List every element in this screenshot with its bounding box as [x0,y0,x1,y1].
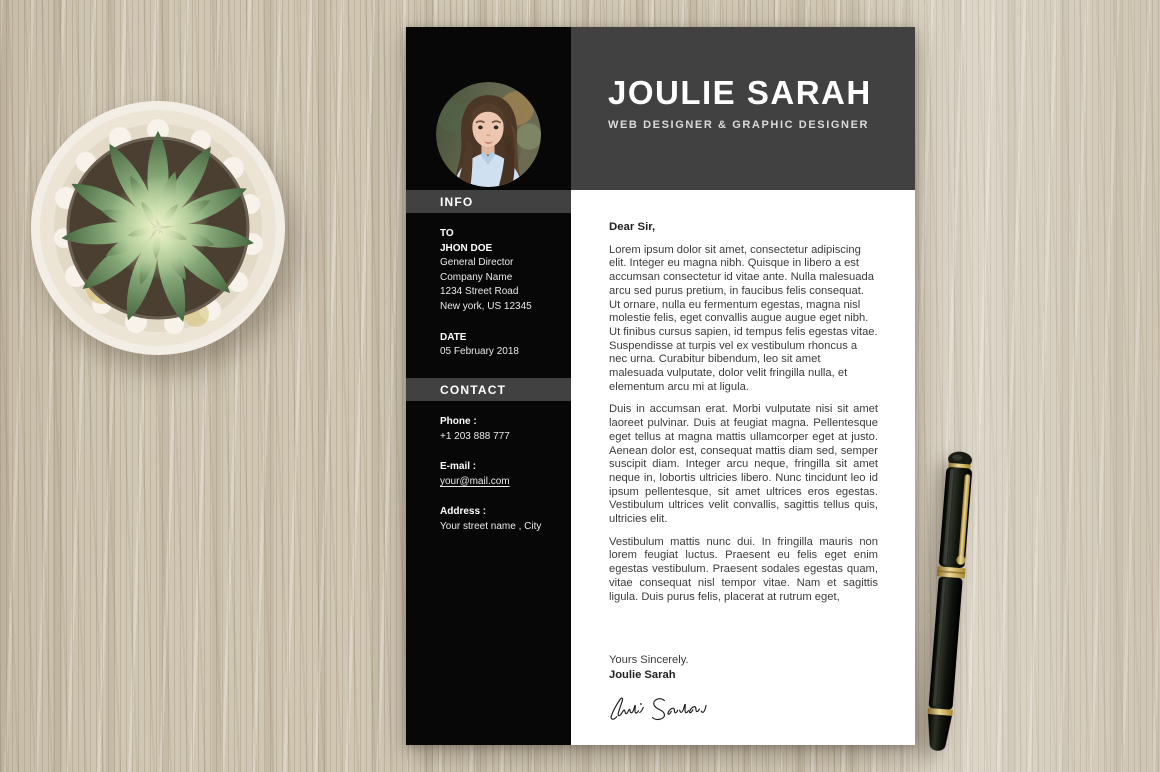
cover-letter-document [406,27,915,745]
handwritten-signature [609,692,709,726]
address-label: Address : [440,506,487,518]
recipient-city: New york, US 12345 [440,300,532,312]
closing-name: Joulie Sarah [609,668,676,681]
recipient-title: General Director [440,257,514,269]
profile-photo [436,82,541,187]
contact-section-label: CONTACT [440,382,507,397]
letter-paragraph-1: Lorem ipsum dolor sit amet, consectetur adipiscing elit. Integer eu magna nibh. Quisque in libero a est accumsan consectetur id vitae ante. Nulla malesuada arcu sed purus pretium, in faucibus felis consequat. Ut ornare, nulla eu fermentum egestas, magna nisl molestie felis, eget convallis augue augue eget nibh. Ut finibus cursus sapien, id tempus felis egestas vitae. Suspendisse at turpis vel ex vestibulum rhoncus a nec urna. Curabitur bibendum, leo sit amet malesuada vulputate, dolor velit fringilla nulla, et elementum arcu mi at ligula. [609,243,878,393]
info-section-header [406,190,571,213]
email-label: E-mail : [440,461,477,473]
closing-block [609,654,878,730]
address-value: Your street name , City [440,520,542,532]
contact-section-header [406,378,571,401]
letter-paragraph-3: Vestibulum mattis nunc dui. In fringilla mauris non lorem feugiat luctus. Praesent eu felis eget enim egestas vestibulum. Praesent sodales egestas quam, vitae consequat nisl tempor vitae. Nam et sagittis ligula. Duis purus felis, placerat at rutrum eget, [609,535,878,603]
recipient-company: Company Name [440,271,513,283]
succulent-plant-photo [28,92,288,364]
phone-label: Phone : [440,416,477,427]
person-name: JOULIE SARAH [608,74,872,111]
info-section-label: INFO [440,194,474,209]
recipient-street: 1234 Street Road [440,286,519,298]
document-main [571,27,915,745]
document-sidebar [406,27,571,745]
person-job-title: WEB DESIGNER & GRAPHIC DESIGNER [608,118,870,131]
document-header [571,27,915,190]
recipient-block [440,227,559,360]
closing-phrase: Yours Sincerely. [609,654,689,667]
letter-paragraph-2: Duis in accumsan erat. Morbi vulputate nisi sit amet laoreet pulvinar. Duis at feugiat magna. Pellentesque eget tellus at magna mattis ullamcorper eget at justo. Aenean dolor est, consequat mattis diam sed, semper suscipit diam. Integer arcu neque, fringilla sit amet neque in, lobortis ultricies libero. Nunc tincidunt leo id ipsum pellentesque, sit amet ultrices eros egestas. Vestibulum ultrices velit convallis, sagittis tellus quis, ultricies elit. [609,403,878,526]
recipient-name: JHON DOE [440,242,493,254]
contact-block [440,415,559,535]
phone-value: +1 203 888 777 [440,430,510,442]
salutation: Dear Sir, [609,221,656,233]
date-value: 05 February 2018 [440,346,519,358]
email-link[interactable]: your@mail.com [440,475,510,487]
letter-body [571,190,915,730]
to-label: TO [440,228,454,239]
date-label: DATE [440,331,467,343]
